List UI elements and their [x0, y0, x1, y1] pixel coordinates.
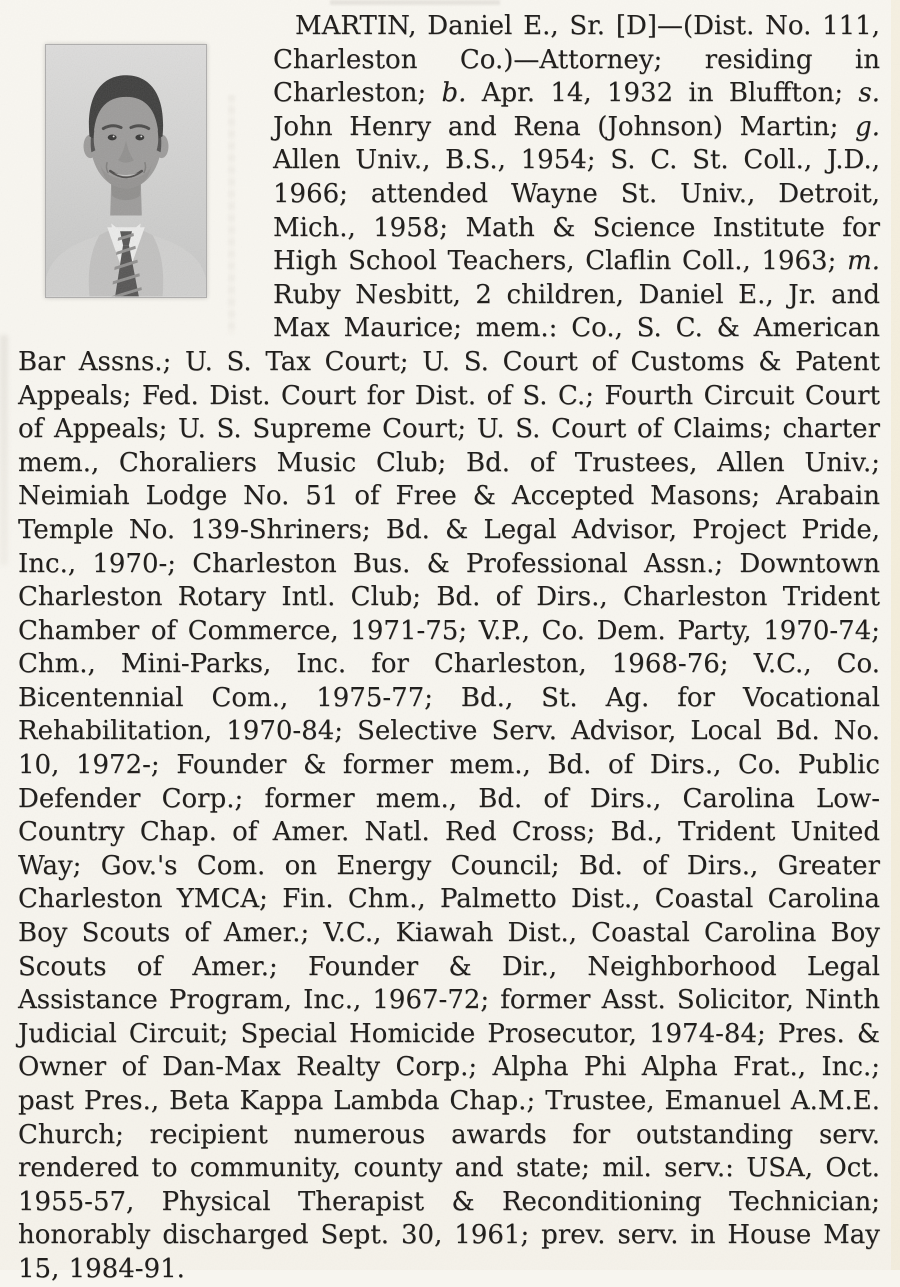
- scan-artifact-top-edge: [330, 0, 500, 5]
- bio-text-segment: MARTIN, Daniel E., Sr. [D]—(Dist. No. 111, Charleston Co.)—Attorney; residing in Charleston;: [273, 11, 880, 109]
- scan-artifact-left-margin: [0, 335, 8, 565]
- bio-italic-marker: m.: [847, 246, 880, 277]
- scan-artifact-right-edge: [891, 0, 900, 1270]
- portrait-photo: [45, 44, 207, 298]
- bio-italic-marker: g.: [855, 111, 880, 142]
- bio-text-segment: Ruby Nesbitt, 2 children, Daniel E., Jr. and Max Maurice; mem.: Co., S. C. & American Bar Assns.; U. S. Tax Court; U. S. Court of Customs & Patent Appeals; Fed. Dist. Court for Dist. of S. C.; Fourth Circuit Court of Appeals; U. S. Supreme Court; U. S. Court of Claims; charter mem., Choraliers Music Club; Bd. of Trustees, Allen Univ.; Neimiah Lodge No. 51 of Free & Accepted Masons; Arabain Temple No. 139-Shriners; Bd. & Legal Advisor, Project Pride, Inc., 1970-; Charleston Bus. & Professional Assn.; Downtown Charleston Rotary Intl. Club; Bd. of Dirs., Charleston Trident Chamber of Commerce, 1971-75; V.P., Co. Dem. Party, 1970-74; Chm., Mini-Parks, Inc. for Charleston, 1968-76; V.C., Co. Bicentennial Com., 1975-77; Bd., St. Ag. for Vocational Rehabilitation, 1970-84; Selective Serv. Advisor, Local Bd. No. 10, 1972-; Founder & former mem., Bd. of Dirs., Co. Public Defender Corp.; former mem., Bd. of Dirs., Carolina Low-Country Chap. of Amer. Natl. Red Cross; Bd., Trident United Way; Gov.'s Com. on Energy Council; Bd. of Dirs., Greater Charleston YMCA; Fin. Chm., Palmetto Dist., Coastal Carolina Boy Scouts of Amer.; V.C., Kiawah Dist., Coastal Carolina Boy Scouts of Amer.; Founder & Dir., Neighborhood Legal Assistance Program, Inc., 1967-72; former Asst. Solicitor, Ninth Judicial Circuit; Special Homicide Prosecutor, 1974-84; Pres. & Owner of Dan-Max Realty Corp.; Alpha Phi Alpha Frat., Inc.; past Pres., Beta Kappa Lambda Chap.; Trustee, Emanuel A.M.E. Church; recipient numerous awards for outstanding serv. rendered to community, county and state; mil. serv.: USA, Oct. 1955-57, Physical Therapist & Reconditioning Technician; honorably discharged Sept. 30, 1961; prev. serv. in House May 15, 1984-91.: [18, 279, 880, 1284]
- bio-italic-marker: b.: [441, 78, 467, 109]
- bio-text-segment: Allen Univ., B.S., 1954; S. C. St. Coll., J.D., 1966; attended Wayne St. Univ., Detroit, Mich., 1958; Math & Science Institute for High School Teachers, Claflin Coll., 1963;: [273, 145, 880, 277]
- bio-italic-marker: s.: [858, 78, 880, 109]
- portrait-illustration: [46, 45, 206, 297]
- bio-text-segment: Apr. 14, 1932 in Bluffton;: [466, 78, 859, 109]
- bio-text-segment: John Henry and Rena (Johnson) Martin;: [273, 111, 856, 142]
- biography-entry: [18, 10, 880, 1287]
- photo-grain: [46, 46, 206, 297]
